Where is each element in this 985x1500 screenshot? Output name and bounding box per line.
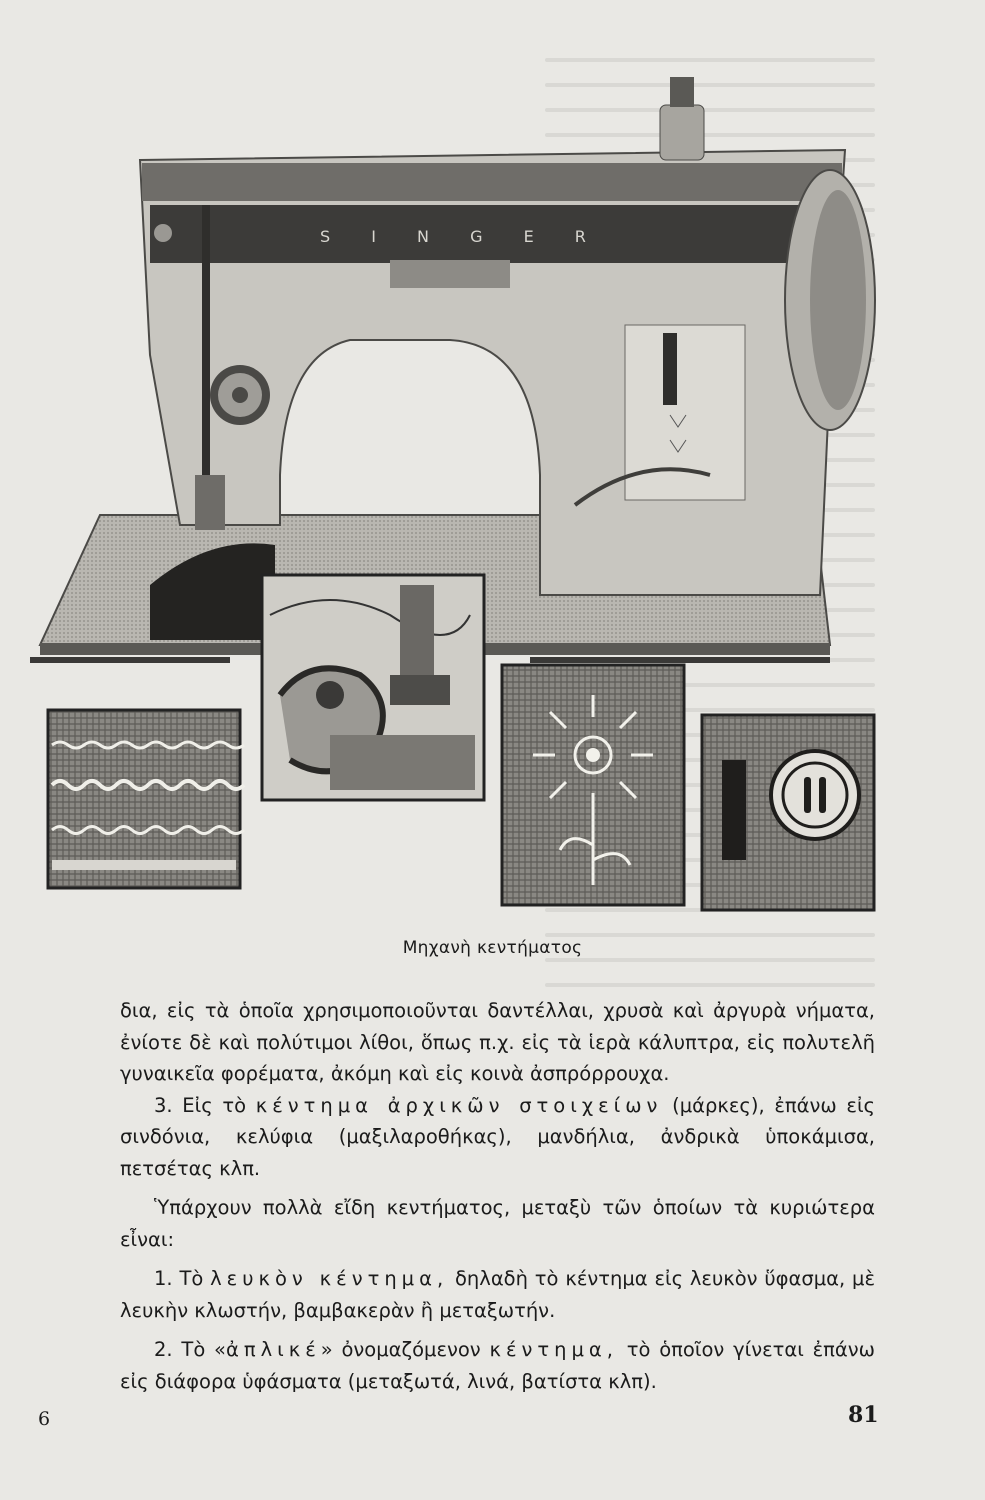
paragraph-2-lead: 3. Εἰς τὸ	[154, 1093, 256, 1117]
paragraph-2-emphasis: κέντημα ἀρχικῶν στοιχείων	[255, 1093, 663, 1117]
paragraph-3: Ὑπάρχουν πολλὰ εἴδη κεντήματος, μεταξὺ τῶν ὁποίων τὰ κυριώτερα εἶναι:	[120, 1196, 875, 1251]
figure-caption: Μηχανὴ κεντήματος	[402, 938, 583, 958]
brand-label: S I N G E R	[320, 227, 604, 246]
paragraph-1: δια, εἰς τὰ ὁποῖα χρησιμοποιοῦνται δαντέλλαι, χρυσὰ καὶ ἀργυρὰ νήματα, ἐνίοτε δὲ καὶ πολύτιμοι λίθοι, ὅπως π.χ. εἰς τὰ ἱερὰ κάλυπτρα, εἰς πολυτελῆ γυναικεῖα φορέματα, ἀκόμη καὶ εἰς κοινὰ ἀσπρόρρουχα.	[120, 999, 875, 1085]
paragraph-5-mid: » ὀνομαζόμενον	[320, 1338, 490, 1361]
paragraph-5	[120, 1334, 875, 1397]
paragraph-2	[120, 1090, 875, 1185]
paragraph-5-emphasis-2: κέντημα,	[489, 1338, 618, 1361]
page-number: 81	[848, 1402, 879, 1428]
paragraph-4-lead: 1. Τὸ	[154, 1267, 211, 1290]
paragraph-5-emphasis: ἀπλικέ	[225, 1338, 321, 1361]
paragraph-5-lead: 2. Τὸ «	[154, 1338, 226, 1361]
body-text	[120, 995, 875, 1397]
buttonhole-photo	[702, 715, 874, 910]
sewing-machine-figure	[30, 55, 890, 925]
paragraph-4	[120, 1263, 875, 1326]
paragraph-2-rest: (μάρκες), ἐπάνω εἰς σινδόνια, κελύφια (μαξιλαροθήκας), μανδήλια, ἀνδρικὰ ὑποκάμισα, πετσέτας κλπ.	[120, 1093, 875, 1180]
floral-embroidery-photo	[502, 665, 684, 905]
presser-foot-photo	[262, 575, 484, 800]
paragraph-5-rest: τὸ ὁποῖον γίνεται ἐπάνω εἰς διάφορα ὑφάσματα (μεταξωτά, λινά, βατίστα κλπ).	[120, 1338, 875, 1393]
signature-number: 6	[38, 1408, 51, 1430]
stitch-samples-photo	[48, 710, 244, 888]
paragraph-4-rest: δηλαδὴ τὸ κέντημα εἰς λευκὸν ὕφασμα, μὲ λευκὴν κλωστήν, βαμβακερὰν ἢ μεταξωτήν.	[120, 1267, 875, 1322]
paragraph-4-emphasis: λευκὸν κέντημα,	[210, 1267, 449, 1290]
